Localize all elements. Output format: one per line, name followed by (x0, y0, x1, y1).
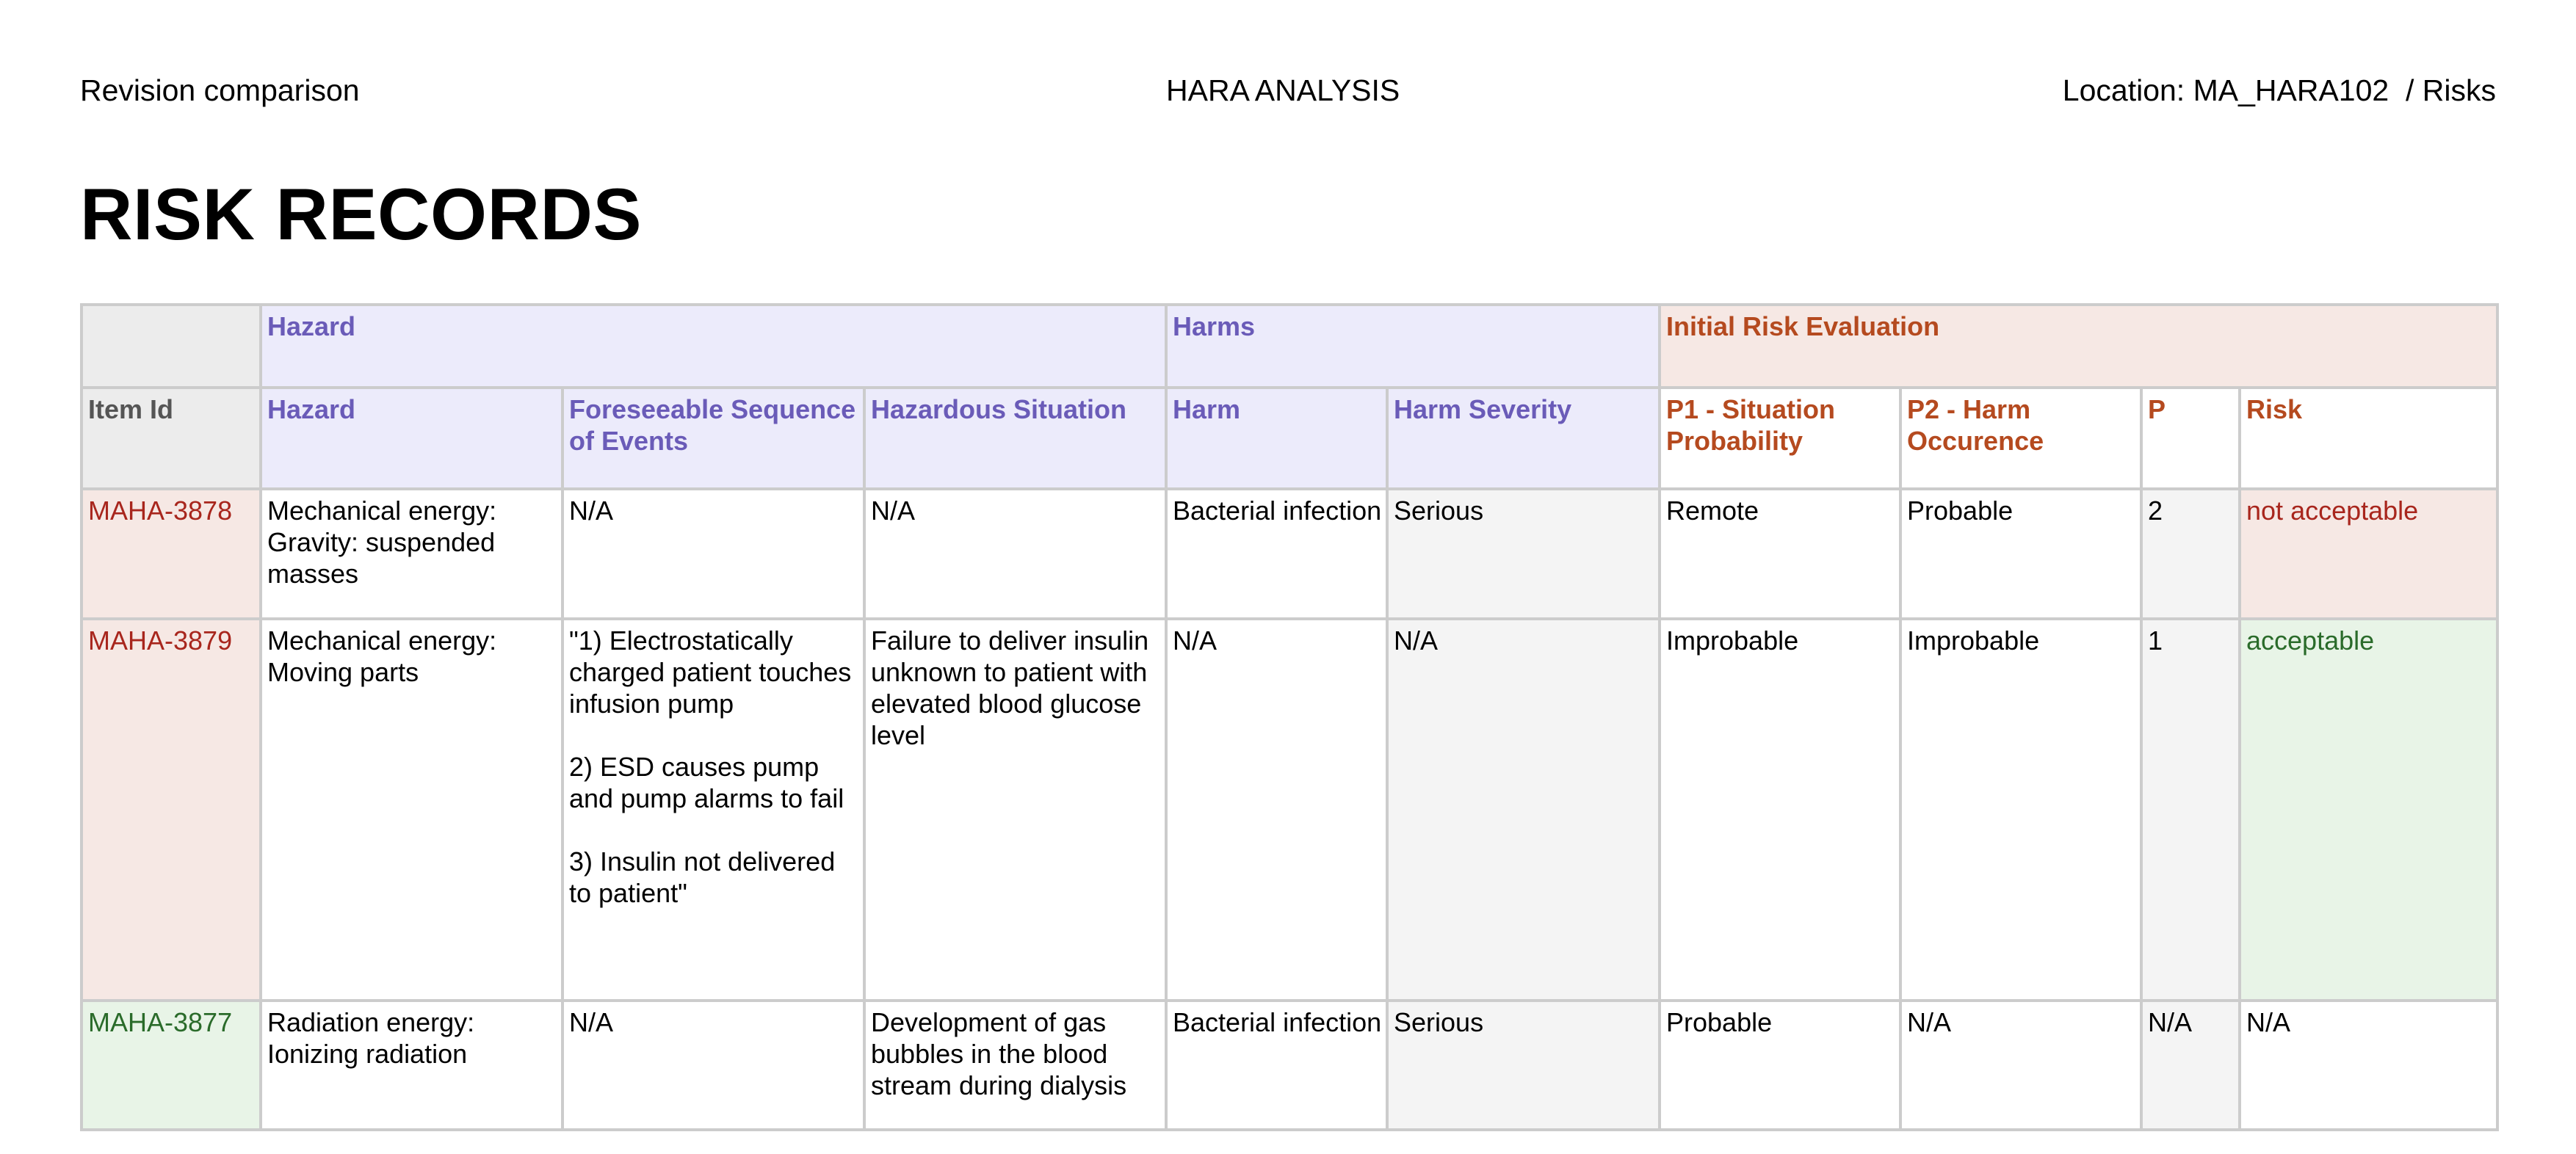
header-document-type: HARA ANALYSIS (1166, 73, 1400, 107)
harm-cell: Bacterial infection (1166, 1001, 1387, 1130)
hazard-cell: Mechanical energy: Moving parts (261, 619, 562, 1001)
item-id-link[interactable]: MAHA-3879 (82, 619, 261, 1001)
item-id-link[interactable]: MAHA-3877 (82, 1001, 261, 1130)
column-header-p: P (2141, 388, 2240, 489)
sequence-cell: "1) Electrostatically charged patient touches infusion pump 2) ESD causes pump and pump alarms to fail 3) Insulin not delivered to patient" (562, 619, 864, 1001)
p2-cell: Probable (1900, 489, 2141, 619)
severity-cell: Serious (1387, 489, 1660, 619)
p-cell: 2 (2141, 489, 2240, 619)
situation-cell: Failure to deliver insulin unknown to patient with elevated blood glucose level (864, 619, 1166, 1001)
p2-cell: Improbable (1900, 619, 2141, 1001)
risk-cell: acceptable (2240, 619, 2497, 1001)
p-cell: N/A (2141, 1001, 2240, 1130)
p1-cell: Probable (1660, 1001, 1900, 1130)
sequence-cell: N/A (562, 489, 864, 619)
sequence-cell: N/A (562, 1001, 864, 1130)
hazard-cell: Mechanical energy: Gravity: suspended masses (261, 489, 562, 619)
column-header-p2: P2 - Harm Occurence (1900, 388, 2141, 489)
severity-cell: N/A (1387, 619, 1660, 1001)
column-header-risk: Risk (2240, 388, 2497, 489)
p2-cell: N/A (1900, 1001, 2141, 1130)
column-header-item-id: Item Id (82, 388, 261, 489)
column-header-sequence: Foreseeable Sequence of Events (562, 388, 864, 489)
column-header-situation: Hazardous Situation (864, 388, 1166, 489)
table-row (82, 489, 2497, 619)
hazard-cell: Radiation energy: Ionizing radiation (261, 1001, 562, 1130)
situation-cell: Development of gas bubbles in the blood stream during dialysis (864, 1001, 1166, 1130)
p1-cell: Improbable (1660, 619, 1900, 1001)
page-title: RISK RECORDS (80, 173, 643, 255)
harm-cell: N/A (1166, 619, 1387, 1001)
group-header-blank (82, 305, 261, 388)
p1-cell: Remote (1660, 489, 1900, 619)
group-header-initial-risk: Initial Risk Evaluation (1660, 305, 2497, 388)
item-id-link[interactable]: MAHA-3878 (82, 489, 261, 619)
table-row (82, 619, 2497, 1001)
risk-records-table (80, 303, 2499, 1131)
column-header-row (82, 388, 2497, 489)
situation-cell: N/A (864, 489, 1166, 619)
column-header-severity: Harm Severity (1387, 388, 1660, 489)
table-row (82, 1001, 2497, 1130)
risk-cell: N/A (2240, 1001, 2497, 1130)
header-revision-comparison: Revision comparison (80, 73, 360, 107)
p-cell: 1 (2141, 619, 2240, 1001)
severity-cell: Serious (1387, 1001, 1660, 1130)
group-header-harms: Harms (1166, 305, 1660, 388)
column-header-harm: Harm (1166, 388, 1387, 489)
column-header-p1: P1 - Situation Probability (1660, 388, 1900, 489)
header-location: Location: MA_HARA102 / Risks (2062, 73, 2496, 107)
risk-cell: not acceptable (2240, 489, 2497, 619)
group-header-row (82, 305, 2497, 388)
harm-cell: Bacterial infection (1166, 489, 1387, 619)
column-header-hazard: Hazard (261, 388, 562, 489)
group-header-hazard: Hazard (261, 305, 1166, 388)
